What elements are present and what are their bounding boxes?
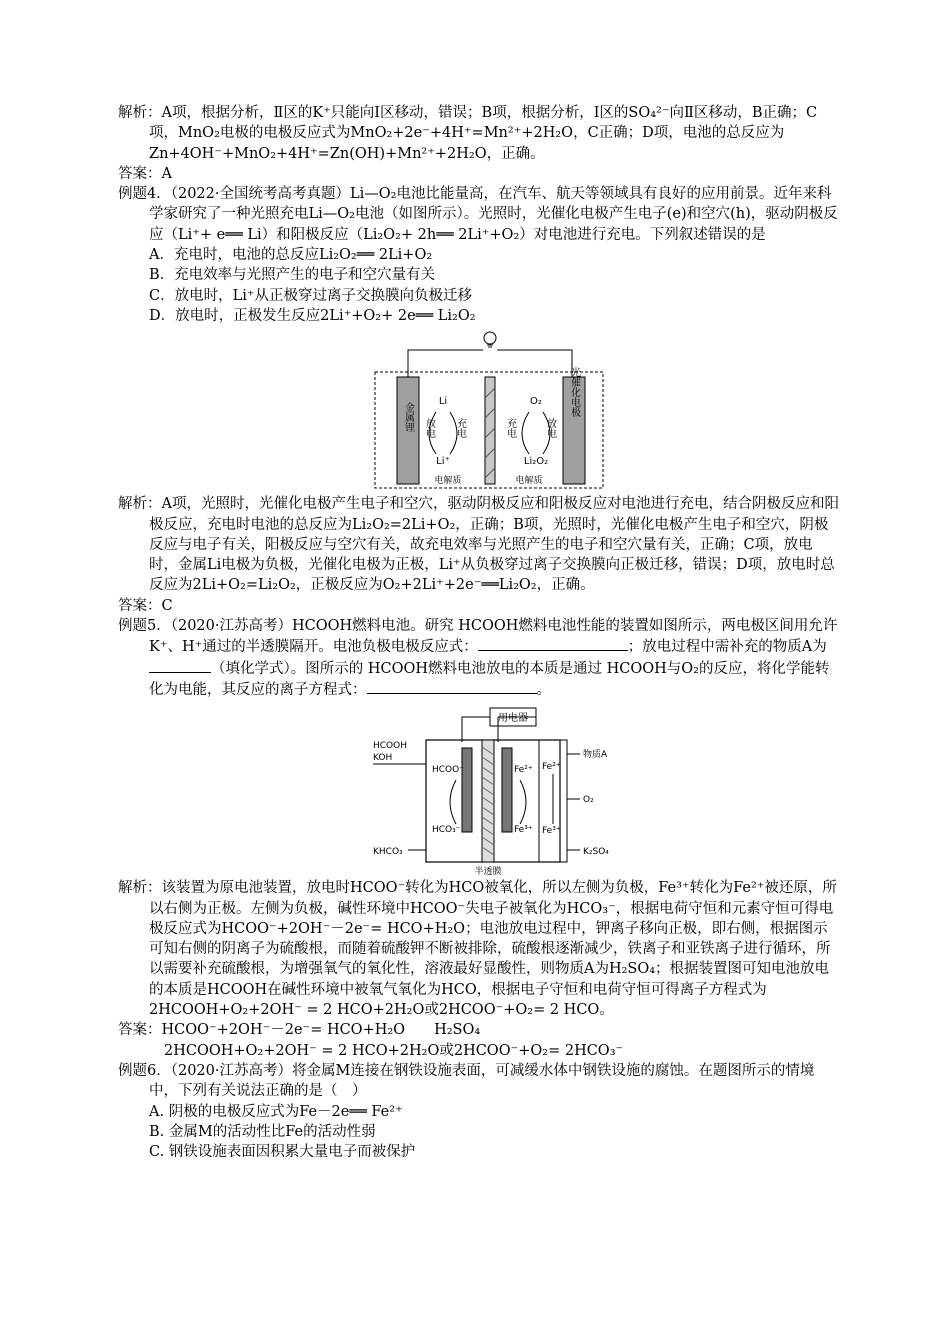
answer-line: 答案：C [118, 597, 173, 614]
device-label: 用电器 [498, 713, 528, 725]
hcooh-inlet-label: HCOOH [373, 741, 407, 752]
option-c: C．放电时，Li⁺从正极穿过离子交换膜向负极迁移 [149, 287, 473, 304]
analysis-paragraph: 解析：A项，根据分析，Ⅱ区的K⁺只能向Ⅰ区移动，错误；B项，根据分析，Ⅰ区的SO₄²⁻向Ⅱ区移动，B正确；C项，MnO₂电极的电极反应式为MnO₂+2e⁻+4H⁺=Mn²⁺+2H₂O，C正确；D项，电池的总反应为Zn+4OH⁻+MnO₂+4H⁺=Zn(OH)+Mn²⁺+2H₂O，正确。 [118, 105, 818, 162]
right-electrode-label: 光催化电极 [568, 367, 580, 418]
option-c: C. 钢铁设施表面因积累大量电子而被保护 [149, 1144, 416, 1161]
option-b: B. 金属M的活动性比Fe的活动性弱 [149, 1123, 376, 1140]
charge-label-left: 充电 [454, 418, 466, 439]
option-d: D．放电时，正极发生反应2Li⁺+O₂+ 2e══ Li₂O₂ [149, 307, 476, 324]
li-ion-label: Li⁺ [436, 456, 450, 468]
koh-inlet-label: KOH [373, 753, 393, 764]
cathode [502, 748, 512, 832]
li-label: Li [438, 396, 448, 408]
anode [462, 748, 472, 832]
charge-label-right: 充电 [504, 418, 516, 439]
answer-line: 答案：A [118, 165, 172, 182]
k2so4-outlet-label: K₂SO₄ [583, 847, 609, 858]
li-o2-battery-diagram [118, 328, 840, 492]
answer-line-2: 2HCOOH+O₂+2OH⁻ = 2 HCO+2H₂O或2HCOO⁻+O₂= 2HCO₃⁻ [164, 1042, 624, 1059]
o2-label: O₂ [530, 396, 542, 408]
answer-blank[interactable] [478, 636, 628, 651]
left-electrode-label: 金属锂 [402, 402, 414, 433]
fe2-label: Fe²⁺ [514, 765, 533, 776]
analysis-paragraph: 解析：该装置为原电池装置，放电时HCOO⁻转化为HCO被氧化，所以左侧为负极，Fe³⁺转化为Fe²⁺被还原，所以右侧为正极。左侧为负极，碱性环境中HCOO⁻失电子被氧化为HCO₃⁻，根据电荷守恒和元素守恒可得电极反应式为HCOO⁻+2OH⁻－2e⁻= HCO+H₂O；电池放电过程中，钾离子移向正极，即右侧，根据图示可知右侧的阴离子为硫酸根，而随着硫酸钾不断被排除，硫酸根逐渐减少，铁离子和亚铁离子进行循环，所以需要补充硫酸根，为增强氧气的氧化性，溶液最好显酸性，则物质A为H₂SO₄；根据装置图可知电池放电的本质是HCOOH在碱性环境中被氧气氧化为HCO，根据电子守恒和电荷守恒可得离子方程式为2HCOOH+O₂+2OH⁻ = 2 HCO+2H₂O或2HCOO⁻+O₂= 2 HCO。 [118, 880, 837, 1019]
fe2-right-label: Fe²⁺ [542, 762, 561, 773]
question-stem: 例题5．（2020·江苏高考）HCOOH燃料电池。研究 HCOOH燃料电池性能的装置如图所示，两电极区间用允许K⁺、H⁺通过的半透膜隔开。电池负极电极反应式： ；放电过程中需补充的物质A为（填化学式）。图所示的 HCOOH燃料电池放电的本质是通过 HCOOH与O₂的反应，将化学能转化为电能，其反应的离子方程式： 。 [118, 618, 838, 698]
electrolyte-label-right: 电解质 [515, 476, 543, 487]
answer-line: 答案：HCOO⁻+2OH⁻－2e⁻= HCO+H₂O H₂SO₄ [118, 1022, 481, 1039]
hcoo-label: HCOO⁻ [432, 765, 464, 776]
light-bulb-icon [484, 332, 496, 344]
fe3-label: Fe³⁺ [514, 825, 533, 836]
o2-inlet-label: O₂ [583, 795, 594, 806]
analysis-paragraph: 解析：A项，光照时，光催化电极产生电子和空穴，驱动阴极反应和阳极反应对电池进行充电，结合阴极反应和阳极反应，充电时电池的总反应为Li₂O₂=2Li+O₂，正确；B项，光照时，光催化电极产生电子和空穴，阴极反应与电子有关，阳极反应与空穴有关，故充电效率与光照产生的电子和空穴量有关，正确；C项，放电时，金属Li电极为负极，光催化电极为正极，Li⁺从负极穿过离子交换膜向正极迁移，错误；D项，放电时总反应为2Li+O₂=Li₂O₂，正极反应为O₂+2Li⁺+2e⁻══Li₂O₂，正确。 [118, 496, 839, 594]
option-a: A．充电时，电池的总反应Li₂O₂══ 2Li+O₂ [149, 247, 433, 264]
hcooh-fuel-cell-diagram [118, 702, 840, 876]
li-o2-battery-figure [118, 328, 840, 492]
answer-blank[interactable] [149, 658, 211, 673]
discharge-label-right: 放电 [544, 418, 556, 439]
document-page [118, 103, 840, 1162]
li2o2-label: Li₂O₂ [523, 456, 549, 468]
option-a: A. 阴极的电极反应式为Fe－2e══ Fe²⁺ [149, 1103, 403, 1120]
discharge-label-left: 放电 [423, 418, 435, 439]
question-stem: 例题4．（2022·全国统考高考真题）Li—O₂电池比能量高，在汽车、航天等领域具有良好的应用前景。近年来科学家研究了一种光照充电Li—O₂电池（如图所示）。光照时，光催化电极产生电子(e)和空穴(h)，驱动阴极反应（Li⁺+ e══ Li）和阳极反应（Li₂O₂+ 2h══ 2Li⁺+O₂）对电池进行充电。下列叙述错误的是 [118, 186, 838, 243]
hcooh-fuel-cell-figure [118, 702, 840, 876]
answer-blank[interactable] [367, 679, 537, 694]
membrane-label: 半透膜 [474, 867, 502, 877]
khco3-outlet-label: KHCO₃ [373, 847, 403, 858]
option-b: B．充电效率与光照产生的电子和空穴量有关 [149, 267, 436, 284]
fe3-right-label: Fe³⁺ [542, 826, 561, 837]
hco3-label: HCO₃⁻ [432, 825, 461, 836]
substance-a-label: 物质A [583, 750, 608, 761]
question-stem: 例题6．（2020·江苏高考）将金属M连接在钢铁设施表面，可减缓水体中钢铁设施的腐蚀。在题图所示的情境中，下列有关说法正确的是（ ） [118, 1062, 815, 1100]
electrolyte-label-left: 电解质 [434, 476, 462, 487]
